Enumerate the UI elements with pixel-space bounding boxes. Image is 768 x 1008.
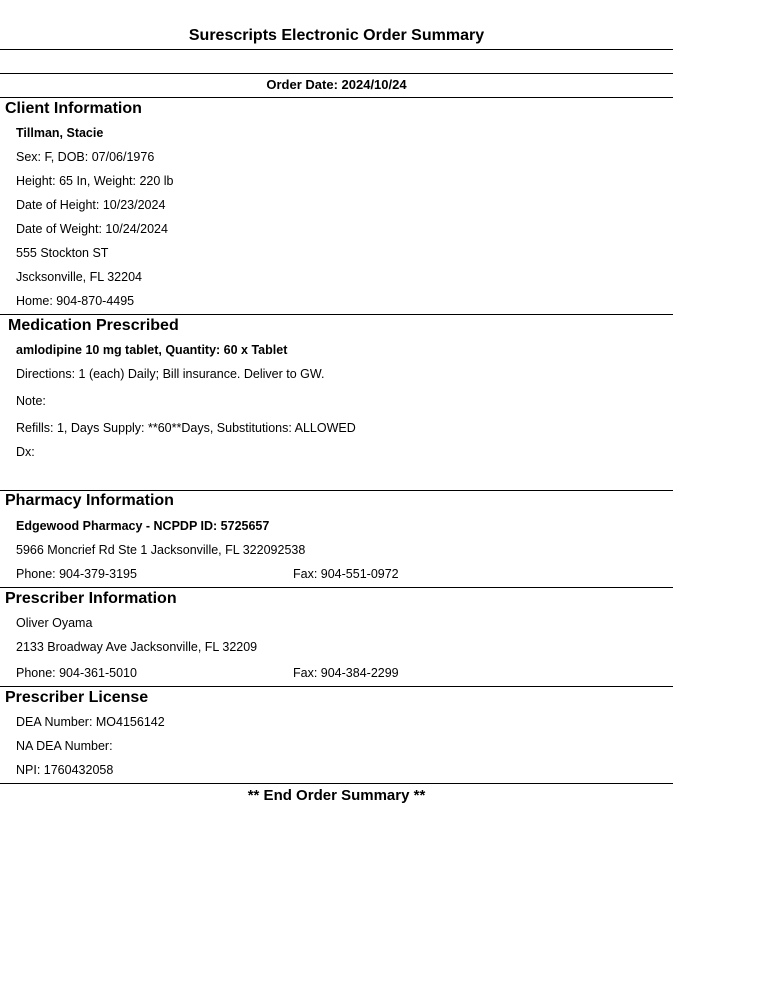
client-sex-dob: Sex: F, DOB: 07/06/1976 (16, 150, 155, 164)
client-address-line2: Jscksonville, FL 32204 (16, 270, 142, 284)
license-heading: Prescriber License (5, 689, 149, 706)
divider (0, 783, 673, 784)
medication-dx: Dx: (16, 445, 35, 459)
divider (0, 73, 673, 74)
pharmacy-phone: Phone: 904-379-3195 (16, 567, 137, 581)
prescriber-address: 2133 Broadway Ave Jacksonville, FL 32209 (16, 640, 258, 654)
divider (0, 314, 673, 315)
divider (0, 587, 673, 588)
client-name: Tillman, Stacie (16, 126, 104, 140)
end-order-summary: ** End Order Summary ** (247, 787, 426, 804)
pharmacy-name: Edgewood Pharmacy - NCPDP ID: 5725657 (16, 519, 270, 533)
divider (0, 686, 673, 687)
prescriber-fax: Fax: 904-384-2299 (293, 666, 399, 680)
prescriber-name: Oliver Oyama (16, 616, 93, 630)
client-address-line1: 555 Stockton ST (16, 246, 109, 260)
medication-refills: Refills: 1, Days Supply: **60**Days, Substitutions: ALLOWED (16, 421, 356, 435)
medication-drug: amlodipine 10 mg tablet, Quantity: 60 x Tablet (16, 343, 288, 357)
client-information-heading: Client Information (5, 100, 142, 117)
pharmacy-heading: Pharmacy Information (5, 492, 174, 509)
pharmacy-fax: Fax: 904-551-0972 (293, 567, 399, 581)
document-title: Surescripts Electronic Order Summary (188, 27, 485, 44)
license-dea-number: DEA Number: MO4156142 (16, 715, 165, 729)
medication-directions: Directions: 1 (each) Daily; Bill insurance. Deliver to GW. (16, 367, 325, 381)
client-date-of-weight: Date of Weight: 10/24/2024 (16, 222, 168, 236)
divider (0, 97, 673, 98)
pharmacy-address: 5966 Moncrief Rd Ste 1 Jacksonville, FL 322092538 (16, 543, 306, 557)
client-home-phone: Home: 904-870-4495 (16, 294, 135, 308)
prescriber-heading: Prescriber Information (5, 590, 177, 607)
license-npi: NPI: 1760432058 (16, 763, 114, 777)
prescriber-phone: Phone: 904-361-5010 (16, 666, 137, 680)
client-date-of-height: Date of Height: 10/23/2024 (16, 198, 166, 212)
divider (0, 490, 673, 491)
license-na-dea-number: NA DEA Number: (16, 739, 113, 753)
divider (0, 49, 673, 50)
order-date: Order Date: 2024/10/24 (266, 77, 407, 92)
medication-heading: Medication Prescribed (8, 317, 179, 334)
client-height-weight: Height: 65 In, Weight: 220 lb (16, 174, 174, 188)
medication-note: Note: (16, 394, 46, 408)
